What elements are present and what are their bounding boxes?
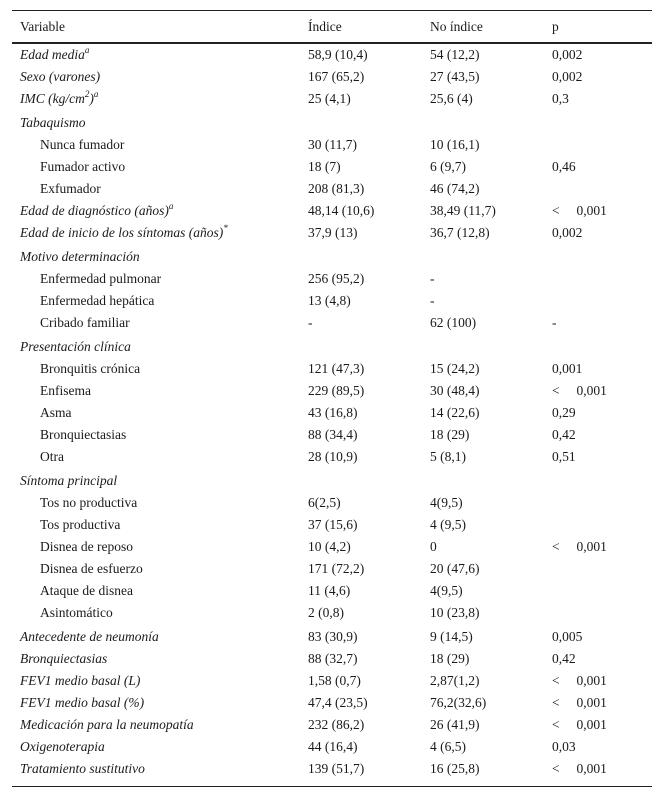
header-no-indice: No índice — [430, 19, 483, 34]
table-row — [12, 602, 652, 624]
cell-variable: Edad de inicio de los síntomas (años)* — [20, 222, 228, 240]
cell-indice: 229 (89,5) — [308, 383, 365, 398]
cell-p: < 0,001 — [552, 203, 607, 218]
table-row — [12, 514, 652, 536]
top-rule — [12, 10, 652, 11]
cell-variable: Enfisema — [40, 383, 91, 398]
cell-indice: 25 (4,1) — [308, 91, 351, 106]
table-row — [12, 358, 652, 380]
cell-indice: 11 (4,6) — [308, 583, 351, 598]
cell-p: 0,3 — [552, 91, 569, 106]
cell-variable: Tos no productiva — [40, 495, 138, 510]
cell-indice: 1,58 (0,7) — [308, 673, 361, 688]
table-row — [12, 558, 652, 580]
cell-p: 0,002 — [552, 225, 583, 240]
table-row — [12, 446, 652, 468]
cell-no-indice: 5 (8,1) — [430, 449, 466, 464]
bottom-rule — [12, 786, 652, 787]
cell-indice: 28 (10,9) — [308, 449, 358, 464]
table-row — [12, 626, 652, 648]
footnote-marker: * — [223, 222, 228, 233]
cell-indice: 10 (4,2) — [308, 539, 351, 554]
cell-p: 0,42 — [552, 651, 576, 666]
cell-variable: Fumador activo — [40, 159, 126, 174]
cell-indice: 30 (11,7) — [308, 137, 357, 152]
table-row — [12, 402, 652, 424]
cell-indice: 83 (30,9) — [308, 629, 358, 644]
cell-variable: Disnea de esfuerzo — [40, 561, 143, 576]
cell-indice: 43 (16,8) — [308, 405, 358, 420]
cell-indice: 121 (47,3) — [308, 361, 365, 376]
cell-variable: IMC $(kg/cm^2)^a$ — [20, 88, 99, 106]
cell-no-indice: 10 (16,1) — [430, 137, 480, 152]
cell-p: 0,002 — [552, 69, 583, 84]
cell-indice: 44 (16,4) — [308, 739, 358, 754]
cell-p: 0,005 — [552, 629, 583, 644]
cell-no-indice: 0 — [430, 539, 437, 554]
cell-variable: FEV1 medio basal (L) — [20, 673, 141, 688]
table-row — [12, 88, 652, 110]
table-row — [12, 246, 652, 268]
table-row — [12, 424, 652, 446]
table-row — [12, 758, 652, 780]
header-p: p — [552, 19, 559, 34]
table-row — [12, 736, 652, 758]
cell-no-indice: 6 (9,7) — [430, 159, 466, 174]
cell-p: 0,46 — [552, 159, 576, 174]
cell-indice: 58,9 (10,4) — [308, 47, 368, 62]
cell-p: 0,51 — [552, 449, 576, 464]
table-row — [12, 156, 652, 178]
cell-p: < 0,001 — [552, 673, 607, 688]
cell-no-indice: 16 (25,8) — [430, 761, 480, 776]
table-row — [12, 470, 652, 492]
cell-no-indice: 54 (12,2) — [430, 47, 480, 62]
cell-p: 0,001 — [552, 361, 583, 376]
cell-p: - — [552, 315, 557, 330]
cell-no-indice: 18 (29) — [430, 651, 470, 666]
cell-variable: Ataque de disnea — [40, 583, 133, 598]
cell-p: < 0,001 — [552, 383, 607, 398]
table-row — [12, 670, 652, 692]
cell-indice: 18 (7) — [308, 159, 341, 174]
table-row — [12, 66, 652, 88]
header-variable: Variable — [20, 19, 65, 34]
cell-no-indice: - — [430, 293, 435, 308]
table-row — [12, 312, 652, 334]
table-row — [12, 492, 652, 514]
table-row — [12, 200, 652, 222]
table-row — [12, 268, 652, 290]
table-row — [12, 648, 652, 670]
cell-p: < 0,001 — [552, 539, 607, 554]
cell-indice: 256 (95,2) — [308, 271, 365, 286]
cell-indice: 88 (34,4) — [308, 427, 358, 442]
cell-indice: 37,9 (13) — [308, 225, 358, 240]
cell-p: 0,42 — [552, 427, 576, 442]
cell-p: < 0,001 — [552, 761, 607, 776]
cell-variable: Presentación clínica — [20, 339, 131, 354]
cell-variable: Tos productiva — [40, 517, 121, 532]
cell-variable: Exfumador — [40, 181, 101, 196]
cell-indice: 208 (81,3) — [308, 181, 365, 196]
cell-indice: 139 (51,7) — [308, 761, 365, 776]
cell-no-indice: 10 (23,8) — [430, 605, 480, 620]
cell-no-indice: 4 (6,5) — [430, 739, 466, 754]
cell-no-indice: 46 (74,2) — [430, 181, 480, 196]
cell-indice: 167 (65,2) — [308, 69, 365, 84]
cell-indice: 47,4 (23,5) — [308, 695, 368, 710]
cell-variable: Antecedente de neumonía — [20, 629, 159, 644]
cell-variable: Otra — [40, 449, 64, 464]
cell-variable: Tabaquismo — [20, 115, 86, 130]
cell-no-indice: - — [430, 271, 435, 286]
cell-indice: 13 (4,8) — [308, 293, 351, 308]
cell-variable: Oxigenoterapia — [20, 739, 105, 754]
table-row — [12, 536, 652, 558]
cell-variable: Nunca fumador — [40, 137, 125, 152]
footnote-marker: a — [168, 200, 174, 211]
cell-variable: Sexo (varones) — [20, 69, 101, 84]
cell-indice: - — [308, 315, 313, 330]
cell-variable: Motivo determinación — [20, 249, 140, 264]
cell-no-indice: 9 (14,5) — [430, 629, 473, 644]
header-indice: Índice — [308, 19, 342, 34]
cell-indice: 171 (72,2) — [308, 561, 365, 576]
cell-variable: Enfermedad pulmonar — [40, 271, 162, 286]
footnote-marker: a — [84, 44, 90, 55]
cell-variable: Bronquitis crónica — [40, 361, 141, 376]
cell-no-indice: 14 (22,6) — [430, 405, 480, 420]
cell-no-indice: 2,87(1,2) — [430, 673, 480, 688]
cell-variable: Bronquiectasias — [40, 427, 127, 442]
cell-p: 0,002 — [552, 47, 583, 62]
cell-variable: Edad de diagnóstico (años)$^a$ — [20, 200, 174, 218]
cell-p: < 0,001 — [552, 717, 607, 732]
table-row — [12, 714, 652, 736]
cell-no-indice: 15 (24,2) — [430, 361, 480, 376]
table-row — [12, 222, 652, 244]
cell-indice: 2 (0,8) — [308, 605, 344, 620]
cell-indice: 48,14 (10,6) — [308, 203, 375, 218]
cell-no-indice: 36,7 (12,8) — [430, 225, 490, 240]
cell-variable: Disnea de reposo — [40, 539, 133, 554]
cell-no-indice: 30 (48,4) — [430, 383, 480, 398]
cell-no-indice: 20 (47,6) — [430, 561, 480, 576]
cell-no-indice: 25,6 (4) — [430, 91, 473, 106]
table-row — [12, 178, 652, 200]
cell-variable: Asma — [40, 405, 72, 420]
cell-no-indice: 26 (41,9) — [430, 717, 480, 732]
cell-indice: 232 (86,2) — [308, 717, 365, 732]
cell-variable: Edad media$^a$ — [20, 44, 90, 62]
cell-variable: FEV1 medio basal (%) — [20, 695, 145, 710]
table-row — [12, 580, 652, 602]
table-row — [12, 336, 652, 358]
table-row — [12, 134, 652, 156]
table-row — [12, 380, 652, 402]
table-row — [12, 44, 652, 66]
cell-indice: 37 (15,6) — [308, 517, 358, 532]
footnote-marker: a — [93, 88, 99, 99]
cell-variable: Síntoma principal — [20, 473, 118, 488]
cell-no-indice: 4(9,5) — [430, 495, 463, 510]
cell-p: 0,03 — [552, 739, 576, 754]
table-row — [12, 112, 652, 134]
cell-variable: Asintomático — [40, 605, 113, 620]
table-row — [12, 290, 652, 312]
cell-no-indice: 4 (9,5) — [430, 517, 466, 532]
cell-variable: Tratamiento sustitutivo — [20, 761, 145, 776]
table-row — [12, 692, 652, 714]
cell-p: < 0,001 — [552, 695, 607, 710]
cell-variable: Cribado familiar — [40, 315, 130, 330]
cell-no-indice: 18 (29) — [430, 427, 470, 442]
cell-indice: 6(2,5) — [308, 495, 341, 510]
cell-no-indice: 76,2(32,6) — [430, 695, 487, 710]
cell-variable: Enfermedad hepática — [40, 293, 155, 308]
cell-no-indice: 4(9,5) — [430, 583, 463, 598]
cell-indice: 88 (32,7) — [308, 651, 358, 666]
cell-p: 0,29 — [552, 405, 576, 420]
table-header — [12, 16, 652, 38]
cell-variable: Medicación para la neumopatía — [20, 717, 194, 732]
cell-no-indice: 27 (43,5) — [430, 69, 480, 84]
cell-variable: Bronquiectasias — [20, 651, 108, 666]
cell-no-indice: 38,49 (11,7) — [430, 203, 496, 218]
cell-no-indice: 62 (100) — [430, 315, 477, 330]
